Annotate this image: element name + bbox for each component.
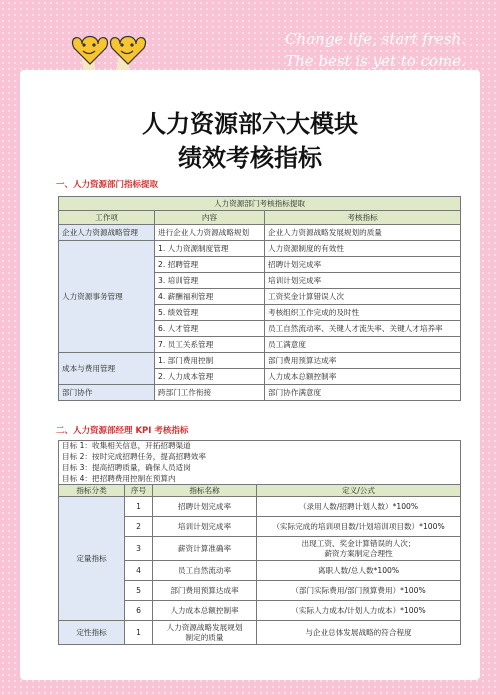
index-cell: 1 <box>125 497 153 517</box>
definition-cell: 出现工资、奖金计算错误的人次； 薪资方案制定合理性 <box>257 537 461 561</box>
category-cell: 定性指标 <box>59 621 125 645</box>
goal-item: 目标 1：收集相关信息，开拓招聘渠道 <box>59 441 461 452</box>
content-cell: 3. 培训管理 <box>155 273 265 289</box>
content-cell: 5. 绩效管理 <box>155 305 265 321</box>
tagline <box>285 28 466 72</box>
indicator-name-cell: 培训计划完成率 <box>153 517 257 537</box>
table-row <box>59 241 461 257</box>
indicator-name-cell: 人力资源战略发展规划 制定的质量 <box>153 621 257 645</box>
table-row <box>59 497 461 517</box>
content-cell: 1. 部门费用控制 <box>155 353 265 369</box>
indicator-name-cell: 薪资计算准确率 <box>153 537 257 561</box>
content-cell: 进行企业人力资源战略规划 <box>155 225 265 241</box>
indicator-cell: 人力成本总额控制率 <box>265 369 461 385</box>
index-cell: 3 <box>125 537 153 561</box>
table-row <box>59 463 461 474</box>
indicator-cell: 招聘计划完成率 <box>265 257 461 273</box>
section-2-heading: 二、人力资源部经理 KPI 考核指标 <box>56 426 189 436</box>
section-1-heading: 一、人力资源部门指标提取 <box>56 180 159 190</box>
indicator-name-cell: 人力成本总额控制率 <box>153 601 257 621</box>
goal-item: 目标 2：按时完成招聘任务，提高招聘效率 <box>59 452 461 463</box>
definition-cell: （录用人数/招聘计划人数）*100% <box>257 497 461 517</box>
content-cell: 2. 人力成本管理 <box>155 369 265 385</box>
category-cell: 部门协作 <box>59 385 155 401</box>
tagline-line-2: The best is yet to come. <box>285 52 466 70</box>
indicator-cell: 考核组织工作完成的及时性 <box>265 305 461 321</box>
index-cell: 1 <box>125 621 153 645</box>
table-row <box>59 211 461 225</box>
indicator-cell: 企业人力资源战略发展规划的质量 <box>265 225 461 241</box>
table-row <box>59 474 461 485</box>
table-row <box>59 452 461 463</box>
index-cell: 2 <box>125 517 153 537</box>
content-cell: 1. 人力资源制度管理 <box>155 241 265 257</box>
table-row <box>59 485 461 497</box>
goal-item: 目标 3：提高招聘质量，确保人员适岗 <box>59 463 461 474</box>
index-cell: 5 <box>125 581 153 601</box>
column-header: 定义/公式 <box>257 485 461 497</box>
definition-cell: （部门实际费用/部门预算费用）*100% <box>257 581 461 601</box>
indicator-cell: 部门费用预算达成率 <box>265 353 461 369</box>
definition-cell: 离职人数/总人数*100% <box>257 561 461 581</box>
content-cell: 6. 人才管理 <box>155 321 265 337</box>
content-cell: 2. 招聘管理 <box>155 257 265 273</box>
content-cell: 7. 员工关系管理 <box>155 337 265 353</box>
index-cell: 6 <box>125 601 153 621</box>
category-cell: 企业人力资源战略管理 <box>59 225 155 241</box>
page-title-line-1: 人力资源部六大模块 <box>142 110 358 138</box>
category-cell: 人力资源事务管理 <box>59 241 155 353</box>
indicator-cell: 人力资源制度的有效性 <box>265 241 461 257</box>
column-header: 内容 <box>155 211 265 225</box>
category-cell: 定量指标 <box>59 497 125 621</box>
table-title: 人力资源部门考核指标提取 <box>59 197 461 211</box>
definition-cell: （实际完成的培训项目数/计划培训项目数）*100% <box>257 517 461 537</box>
table-row <box>59 225 461 241</box>
column-header: 指标名称 <box>153 485 257 497</box>
category-cell: 成本与费用管理 <box>59 353 155 385</box>
table-row <box>59 385 461 401</box>
table-row <box>59 441 461 452</box>
table-row <box>59 197 461 211</box>
content-cell: 4. 薪酬福利管理 <box>155 289 265 305</box>
hr-department-indicator-table <box>58 196 461 401</box>
indicator-cell: 员工自然流动率、关键人才流失率、关键人才培养率 <box>265 321 461 337</box>
column-header: 考核指标 <box>265 211 461 225</box>
indicator-name-cell: 部门费用预算达成率 <box>153 581 257 601</box>
table-row <box>59 353 461 369</box>
column-header: 指标分类 <box>59 485 125 497</box>
column-header: 工作项 <box>59 211 155 225</box>
column-header: 序号 <box>125 485 153 497</box>
index-cell: 4 <box>125 561 153 581</box>
definition-cell: （实际人力成本/计划人力成本）*100% <box>257 601 461 621</box>
hr-manager-kpi-table <box>58 440 461 645</box>
goal-item: 目标 4：把招聘费用控制在预算内 <box>59 474 461 485</box>
indicator-cell: 部门协作满意度 <box>265 385 461 401</box>
table-row <box>59 621 461 645</box>
definition-cell: 与企业总体发展战略的符合程度 <box>257 621 461 645</box>
indicator-cell: 工资奖金计算错误人次 <box>265 289 461 305</box>
indicator-cell: 培训计划完成率 <box>265 273 461 289</box>
content-cell: 跨部门工作衔接 <box>155 385 265 401</box>
tagline-line-1: Change life, start fresh. <box>285 30 466 48</box>
indicator-cell: 员工满意度 <box>265 337 461 353</box>
page-title-line-2: 绩效考核指标 <box>178 144 322 172</box>
indicator-name-cell: 招聘计划完成率 <box>153 497 257 517</box>
indicator-name-cell: 员工自然流动率 <box>153 561 257 581</box>
